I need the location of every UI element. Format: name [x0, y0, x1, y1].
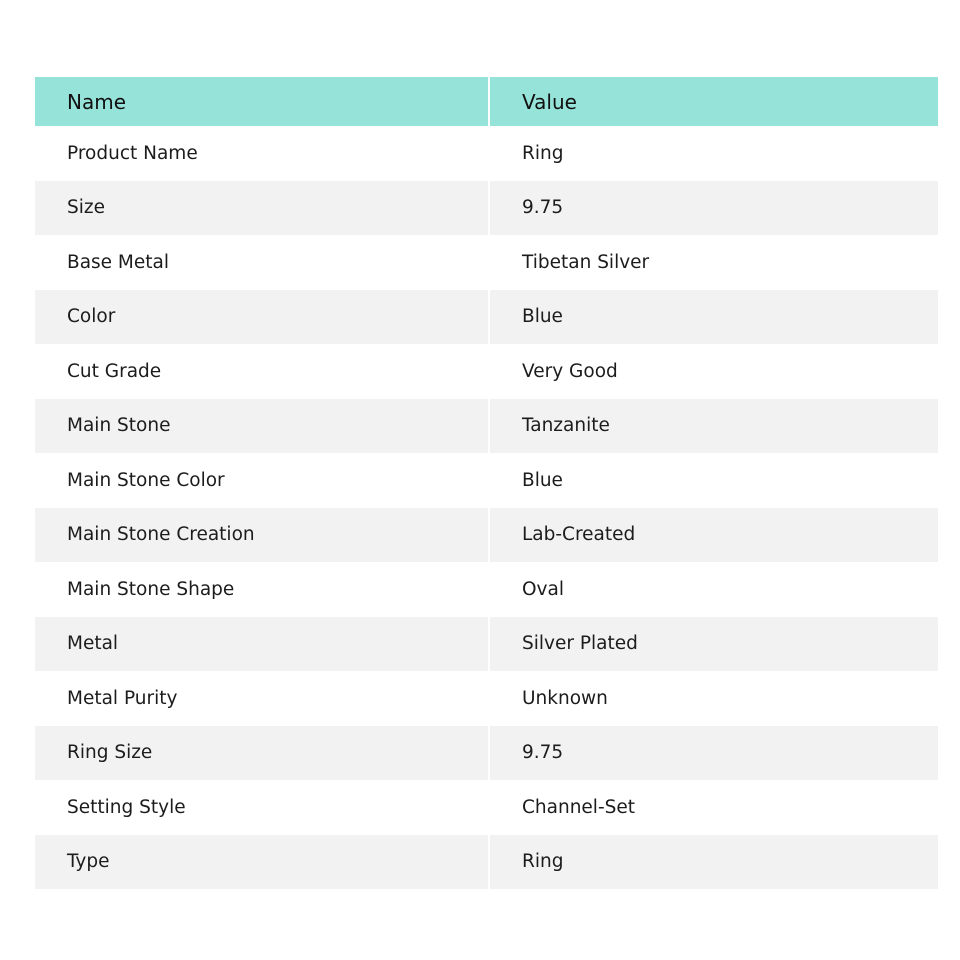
table-row	[35, 780, 938, 835]
row-name-cell: Main Stone Shape	[35, 562, 490, 617]
row-name-cell: Type	[35, 835, 490, 890]
table-row	[35, 399, 938, 454]
table-row	[35, 671, 938, 726]
column-header-name: Name	[35, 77, 490, 126]
table-row	[35, 508, 938, 563]
table-row	[35, 453, 938, 508]
table-body	[35, 126, 938, 889]
row-value-cell: Blue	[490, 453, 938, 508]
row-value-cell: Channel-Set	[490, 780, 938, 835]
table-row	[35, 126, 938, 181]
row-value-cell: Very Good	[490, 344, 938, 399]
row-value-cell: Unknown	[490, 671, 938, 726]
row-name-cell: Main Stone	[35, 399, 490, 454]
table-row	[35, 290, 938, 345]
row-name-cell: Cut Grade	[35, 344, 490, 399]
table-row	[35, 344, 938, 399]
table-row	[35, 835, 938, 890]
column-header-value: Value	[490, 77, 938, 126]
row-name-cell: Color	[35, 290, 490, 345]
table-row	[35, 562, 938, 617]
row-name-cell: Base Metal	[35, 235, 490, 290]
row-name-cell: Setting Style	[35, 780, 490, 835]
row-value-cell: Tibetan Silver	[490, 235, 938, 290]
table-row	[35, 726, 938, 781]
row-value-cell: Ring	[490, 835, 938, 890]
row-name-cell: Metal	[35, 617, 490, 672]
row-value-cell: Blue	[490, 290, 938, 345]
row-name-cell: Ring Size	[35, 726, 490, 781]
row-value-cell: Silver Plated	[490, 617, 938, 672]
header-row	[35, 77, 938, 126]
row-name-cell: Metal Purity	[35, 671, 490, 726]
table-row	[35, 617, 938, 672]
table-row	[35, 181, 938, 236]
spec-table	[35, 77, 938, 889]
row-value-cell: Ring	[490, 126, 938, 181]
row-value-cell: Lab-Created	[490, 508, 938, 563]
row-name-cell: Main Stone Color	[35, 453, 490, 508]
row-value-cell: 9.75	[490, 181, 938, 236]
row-value-cell: Tanzanite	[490, 399, 938, 454]
row-value-cell: Oval	[490, 562, 938, 617]
row-name-cell: Size	[35, 181, 490, 236]
row-name-cell: Main Stone Creation	[35, 508, 490, 563]
row-value-cell: 9.75	[490, 726, 938, 781]
table-header	[35, 77, 938, 126]
row-name-cell: Product Name	[35, 126, 490, 181]
table-row	[35, 235, 938, 290]
